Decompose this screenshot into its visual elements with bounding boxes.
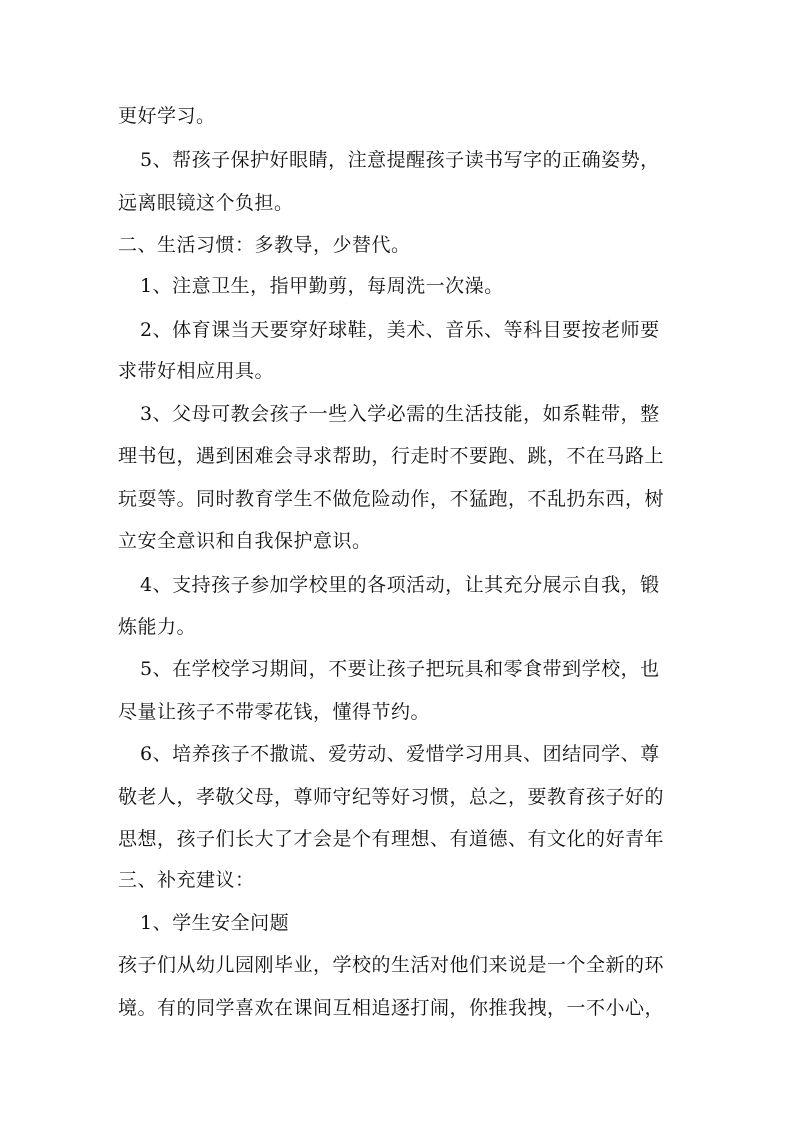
text-line: 敬老人，孝敬父母，尊师守纪等好习惯，总之，要教育孩子好的 (118, 786, 665, 808)
text-line: 3、父母可教会孩子一些入学必需的生活技能，如系鞋带，整 (140, 403, 660, 425)
text-line: 5、在学校学习期间，不要让孩子把玩具和零食带到学校，也 (140, 658, 660, 680)
section-heading: 二、生活习惯：多教导，少替代。 (118, 234, 411, 256)
text-line: 2、体育课当天要穿好球鞋，美术、音乐、等科目要按老师要 (140, 319, 660, 341)
subsection-heading: 1、学生安全问题 (140, 912, 290, 934)
text-line: 求带好相应用具。 (118, 360, 275, 382)
text-line: 孩子们从幼儿园刚毕业，学校的生活对他们来说是一个全新的环 (118, 954, 665, 976)
text-line: 4、支持孩子参加学校里的各项活动，让其充分展示自我，锻 (140, 574, 660, 596)
text-line: 玩耍等。同时教育学生不做危险动作，不猛跑，不乱扔东西，树 (118, 488, 665, 510)
text-line: 思想，孩子们长大了才会是个有理想、有道德、有文化的好青年 (118, 828, 665, 850)
text-line: 1、注意卫生，指甲勤剪，每周洗一次澡。 (140, 275, 504, 297)
text-line: 6、培养孩子不撒谎、爱劳动、爱惜学习用具、团结同学、尊 (140, 743, 660, 765)
text-line: 5、帮孩子保护好眼睛，注意提醒孩子读书写字的正确姿势， (140, 149, 660, 171)
text-line: 远离眼镜这个负担。 (118, 192, 294, 214)
section-heading: 三、补充建议： (118, 869, 255, 891)
text-line: 炼能力。 (118, 616, 197, 638)
text-line: 尽量让孩子不带零花钱，懂得节约。 (118, 701, 431, 723)
text-line: 立安全意识和自我保护意识。 (118, 530, 372, 552)
text-line: 理书包，遇到困难会寻求帮助，行走时不要跑、跳，不在马路上 (118, 445, 665, 467)
text-line: 境。有的同学喜欢在课间互相追逐打闹，你推我拽，一不小心， (118, 997, 665, 1019)
text-line: 更好学习。 (118, 105, 216, 127)
